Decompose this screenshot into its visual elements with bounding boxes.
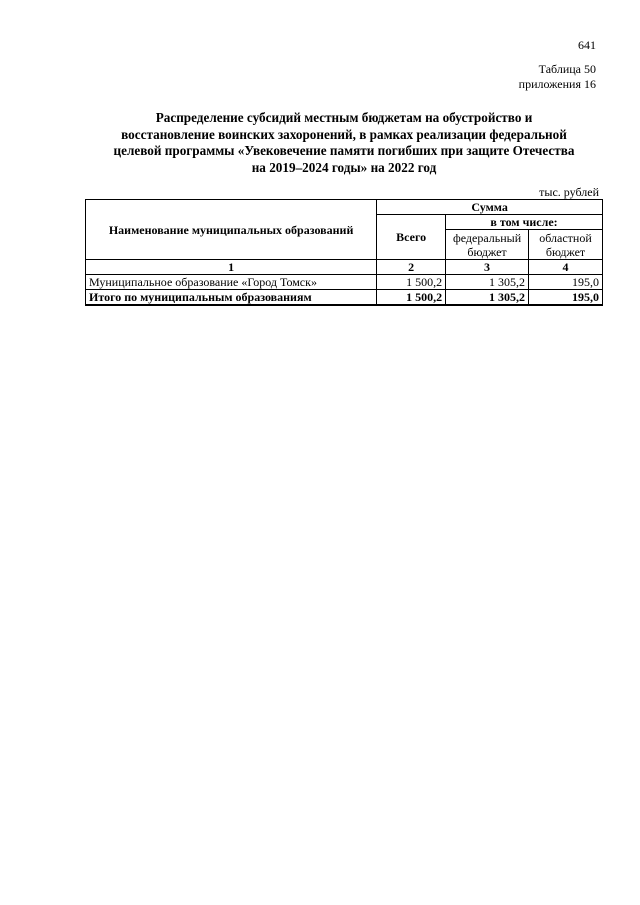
table-row <box>86 275 603 290</box>
units-label: тыс. рублей <box>539 185 599 199</box>
header-federal-line2: бюджет <box>467 244 507 259</box>
header-regional-budget <box>529 230 603 260</box>
summary-federal: 1 305,2 <box>446 290 529 306</box>
summary-row <box>86 290 603 306</box>
subsidy-table <box>85 199 603 306</box>
header-regional-line1: областной <box>539 230 592 245</box>
table-reference <box>519 62 596 92</box>
column-number-row <box>86 260 603 275</box>
table-label: Таблица 50 <box>538 62 596 76</box>
title-line: Распределение субсидий местным бюджетам на обустройство и <box>155 110 533 125</box>
column-number: 2 <box>377 260 446 275</box>
header-federal-line1: федеральный <box>452 230 522 245</box>
header-municipality-name: Наименование муниципальных образований <box>86 200 377 260</box>
header-including: в том числе: <box>446 215 603 230</box>
title-line: целевой программы «Увековечение памяти погибших при защите Отечества <box>113 143 575 158</box>
row-municipality-name: Муниципальное образование «Город Томск» <box>86 275 377 290</box>
header-regional-line2: бюджет <box>545 244 586 259</box>
page-number: 641 <box>578 38 596 52</box>
header-sum: Сумма <box>377 200 603 215</box>
summary-label: Итого по муниципальным образованиям <box>86 290 377 306</box>
header-federal-budget <box>446 230 529 260</box>
title-line: на 2019–2024 годы» на 2022 год <box>251 159 437 175</box>
header-total: Всего <box>377 215 446 260</box>
column-number: 1 <box>86 260 377 275</box>
column-number: 3 <box>446 260 529 275</box>
summary-total: 1 500,2 <box>377 290 446 306</box>
row-federal: 1 305,2 <box>446 275 529 290</box>
column-number: 4 <box>529 260 603 275</box>
row-regional: 195,0 <box>529 275 603 290</box>
title-line: восстановление воинских захоронений, в рамках реализации федеральной <box>121 126 567 142</box>
appendix-label: приложения 16 <box>518 77 596 91</box>
row-total: 1 500,2 <box>377 275 446 290</box>
document-title <box>84 110 604 176</box>
summary-regional: 195,0 <box>529 290 603 306</box>
